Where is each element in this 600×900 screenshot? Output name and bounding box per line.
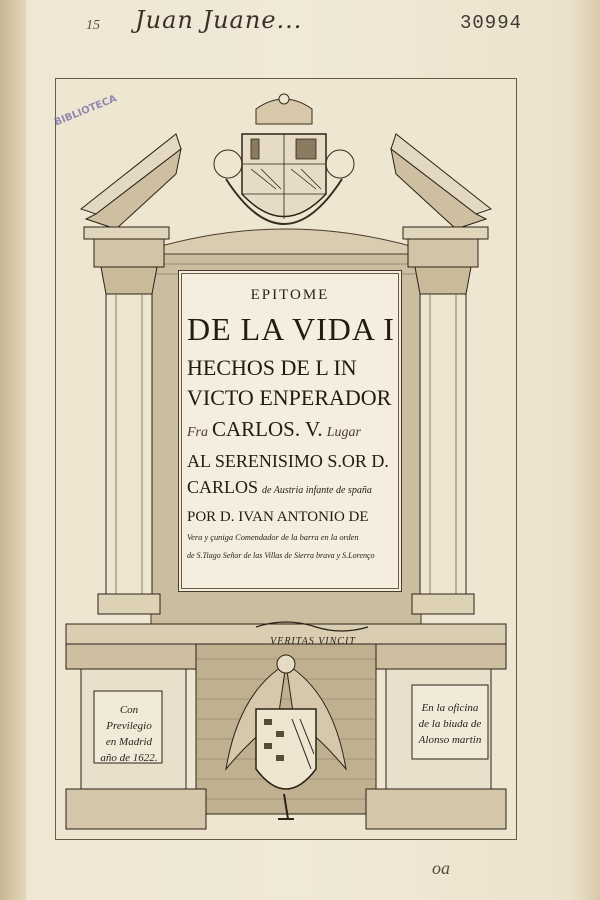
shelfmark-number: 30994 — [460, 12, 523, 34]
author-line: POR D. IVAN ANTONIO DE — [187, 509, 369, 525]
fra-annotation: Fra — [187, 425, 208, 440]
title-dedication: AL SERENISIMO S.OR D. — [187, 451, 389, 471]
imprint-privilege-line: en Madrid — [105, 736, 153, 748]
imprint-printer — [414, 700, 486, 748]
title-line-enperador: VICTO ENPERADOR — [187, 385, 392, 410]
imprint-printer-line: Alonso martin — [418, 734, 482, 746]
corner-handwritten-mark: 15 — [86, 18, 100, 33]
imprint-privilege-line: Con Previlegio — [106, 704, 152, 732]
imprint-printer-line: En la oficina — [421, 702, 479, 714]
motto-ribbon: VERITAS VINCIT — [270, 636, 356, 647]
title-infante-line — [187, 477, 372, 498]
title-line-hechos: HECHOS DE L IN — [187, 355, 357, 380]
austria-infante-text: de Austria infante de spaña — [262, 485, 372, 496]
imprint-privilege — [96, 702, 162, 766]
title-epitome: EPITOME — [250, 287, 330, 303]
library-ownership-stamp: BIBLIOTECA — [52, 93, 119, 129]
author-title-line-2: de S.Tiago Señor de las Villas de Sierra brava y S.Lorenço — [187, 551, 375, 560]
title-line-vida: DE LA VIDA I — [187, 311, 395, 347]
imprint-privilege-line: año de 1622. — [100, 752, 158, 764]
author-title-line-1: Vera y çuniga Comendador de la barra en la orden — [187, 533, 359, 542]
royal-coat-of-arms-icon — [214, 94, 354, 224]
title-line-carlos — [187, 417, 361, 442]
carlos-infante-name: CARLOS — [187, 477, 259, 497]
ownership-inscription: Juan Juane... — [135, 6, 303, 34]
lugar-annotation: Lugar — [326, 425, 361, 440]
carlos-v-name: CARLOS. V. — [212, 417, 323, 441]
imprint-printer-line: de la biuda de — [418, 718, 482, 730]
title-cartouche — [178, 270, 402, 592]
footer-handwritten-mark: oa — [432, 858, 450, 878]
page-spine-edge — [0, 0, 26, 900]
